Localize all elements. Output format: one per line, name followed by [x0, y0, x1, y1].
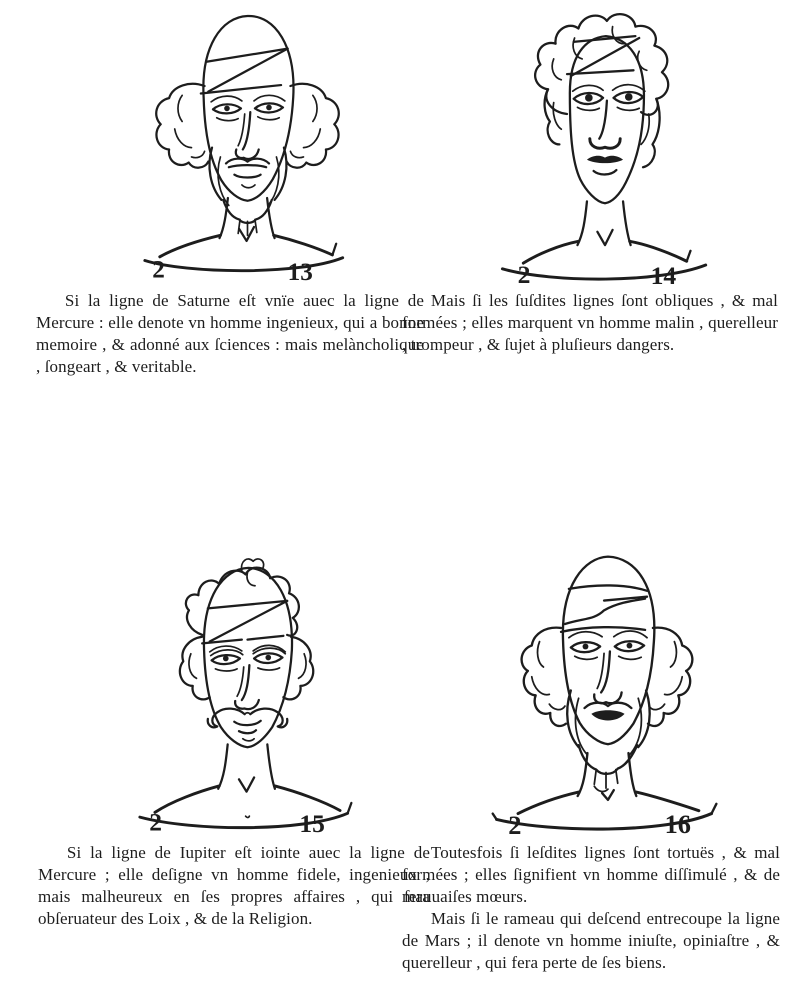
caption-plate-13 — [36, 290, 424, 378]
caption-plate-15 — [38, 842, 430, 930]
plate-number-left: 2 — [152, 256, 165, 282]
plate-number-left: 2 — [517, 260, 531, 285]
plate-number-right: 16 — [664, 809, 691, 838]
caption-paragraph: Toutesfois ſi leſdites lignes ſont tortuës , & mal formées ; elles ſignifient vn homme diſſimulé , & de mauuaiſes mœurs. — [402, 843, 780, 906]
woodcut-portrait-iupiter-mercure — [95, 548, 400, 836]
plate-number-left: 2 — [149, 807, 163, 836]
caption-plate-14 — [402, 290, 778, 356]
woodcut-portrait-lignes-obliques — [455, 0, 755, 285]
woodcut-portrait-saturne-mercure — [100, 2, 395, 282]
caption-paragraph: Mais ſi les ſuſdites lignes ſont obliques , & mal formées ; elles marquent vn homme malin , querelleur , trompeur , & ſujet à pluſieurs dangers. — [402, 291, 778, 354]
plate-number-right: 15 — [299, 809, 325, 836]
caption-paragraph: Si la ligne de Iupiter eſt iointe auec la ligne de Mercure ; elle deſigne vn homme fidele, ingenieux , mais malheureux en ſes propres affaires , qui ſera obſeruateur des Loix , & de la Religion. — [38, 843, 430, 928]
caption-plate-16 — [402, 842, 780, 974]
plate-number-right: 13 — [287, 259, 313, 282]
plate-number-right: 14 — [650, 261, 677, 285]
woodcut-portrait-lignes-tortues — [452, 540, 760, 838]
caption-paragraph: Mais ſi le rameau qui deſcend entrecoupe la ligne de Mars ; il denote vn homme iniuſte, opiniaſtre , & querelleur , qui fera perte de ſes biens. — [402, 909, 780, 972]
caption-paragraph: Si la ligne de Saturne eſt vnïe auec la ligne de Mercure : elle denote vn homme ingenieux, qui a bonne memoire , & adonné aux ſciences : mais melàncholique , ſongeart , & veritable. — [36, 291, 424, 376]
plate-number-left: 2 — [508, 810, 522, 838]
